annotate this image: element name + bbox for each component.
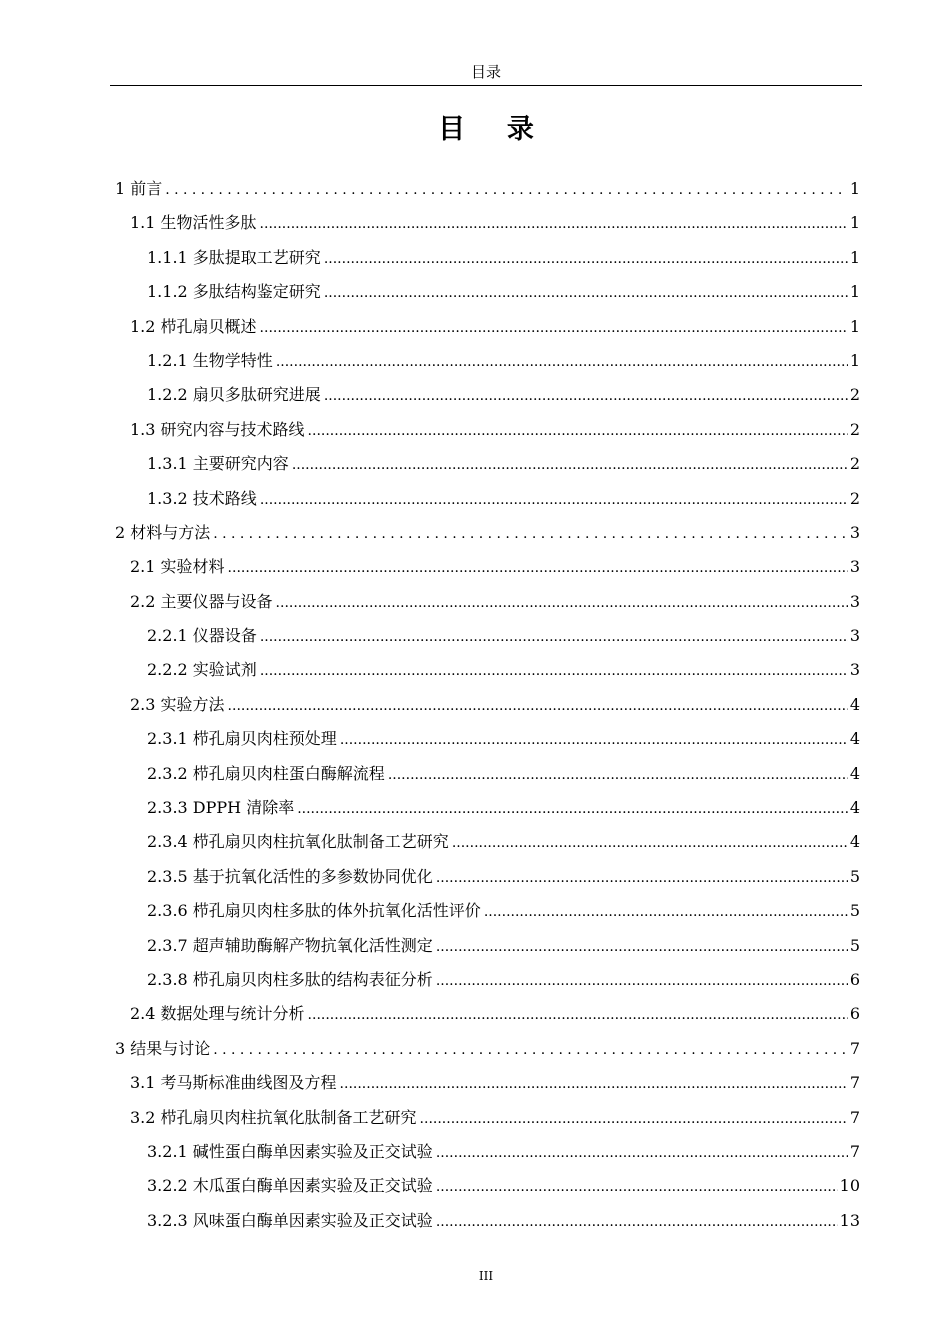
toc-entry[interactable] xyxy=(110,1066,860,1100)
toc-entry-page: 5 xyxy=(849,901,860,921)
toc-entry[interactable] xyxy=(110,447,860,481)
toc-dot-leader xyxy=(165,173,848,207)
toc-dot-leader xyxy=(260,483,848,517)
toc-entry-title: 2.3 实验方法 xyxy=(130,694,225,714)
toc-entry-page: 13 xyxy=(839,1210,860,1230)
toc-entry[interactable] xyxy=(110,206,860,240)
toc-entry-title: 2.3.8 栉孔扇贝肉柱多肽的结构表征分析 xyxy=(147,969,433,989)
toc-dot-leader xyxy=(213,1033,848,1067)
toc-entry-page: 1 xyxy=(849,247,860,267)
toc-entry-page: 1 xyxy=(849,213,860,233)
toc-dot-leader xyxy=(308,414,848,448)
toc-entry[interactable] xyxy=(110,378,860,412)
toc-entry[interactable] xyxy=(110,791,860,825)
toc-entry-page: 2 xyxy=(849,488,860,508)
toc-dot-leader xyxy=(324,242,848,276)
toc-entry[interactable] xyxy=(110,825,860,859)
toc-entry-page: 7 xyxy=(849,1107,860,1127)
toc-entry-title: 3.2.1 碱性蛋白酶单因素实验及正交试验 xyxy=(147,1141,433,1161)
toc-entry-title: 1.1.1 多肽提取工艺研究 xyxy=(147,247,321,267)
toc-dot-leader xyxy=(292,448,848,482)
toc-entry-page: 3 xyxy=(849,660,860,680)
toc-entry[interactable] xyxy=(110,894,860,928)
toc-entry-page: 4 xyxy=(849,798,860,818)
toc-entry-title: 2.4 数据处理与统计分析 xyxy=(130,1004,305,1024)
table-of-contents xyxy=(110,172,860,1238)
toc-entry-page: 3 xyxy=(849,557,860,577)
toc-entry-title: 1.2.2 扇贝多肽研究进展 xyxy=(147,385,321,405)
toc-entry-page: 1 xyxy=(849,282,860,302)
toc-entry-title: 3.1 考马斯标准曲线图及方程 xyxy=(130,1073,337,1093)
toc-entry[interactable] xyxy=(110,241,860,275)
toc-entry-page: 4 xyxy=(849,729,860,749)
toc-dot-leader xyxy=(260,654,848,688)
toc-dot-leader xyxy=(340,723,848,757)
toc-entry-title: 3.2 栉孔扇贝肉柱抗氧化肽制备工艺研究 xyxy=(130,1107,417,1127)
toc-entry-title: 1.3 研究内容与技术路线 xyxy=(130,419,305,439)
toc-entry[interactable] xyxy=(110,344,860,378)
toc-entry-page: 7 xyxy=(849,1073,860,1093)
toc-entry[interactable] xyxy=(110,516,860,550)
toc-entry[interactable] xyxy=(110,929,860,963)
toc-entry-page: 1 xyxy=(849,316,860,336)
toc-entry[interactable] xyxy=(110,619,860,653)
toc-entry[interactable] xyxy=(110,310,860,344)
toc-entry[interactable] xyxy=(110,482,860,516)
toc-entry-title: 2.3.3 DPPH 清除率 xyxy=(147,798,295,818)
toc-entry-page: 10 xyxy=(839,1176,860,1196)
toc-entry-page: 2 xyxy=(849,419,860,439)
toc-entry-title: 2.2.1 仪器设备 xyxy=(147,626,257,646)
toc-entry[interactable] xyxy=(110,585,860,619)
toc-dot-leader xyxy=(484,895,848,929)
toc-dot-leader xyxy=(260,620,848,654)
running-header: 目录 xyxy=(470,63,501,81)
toc-dot-leader xyxy=(213,517,848,551)
toc-entry-title: 2.1 实验材料 xyxy=(130,557,225,577)
toc-dot-leader xyxy=(260,311,848,345)
toc-dot-leader xyxy=(420,1102,848,1136)
toc-entry[interactable] xyxy=(110,963,860,997)
toc-entry-title: 1 前言 xyxy=(115,179,163,198)
toc-entry[interactable] xyxy=(110,757,860,791)
toc-dot-leader xyxy=(324,276,848,310)
toc-entry-title: 1.1 生物活性多肽 xyxy=(130,213,257,233)
toc-entry-page: 4 xyxy=(849,832,860,852)
toc-entry[interactable] xyxy=(110,997,860,1031)
toc-dot-leader xyxy=(388,758,848,792)
toc-dot-leader xyxy=(276,345,848,379)
toc-entry[interactable] xyxy=(110,860,860,894)
toc-entry-title: 3 结果与讨论 xyxy=(115,1038,211,1058)
toc-entry-page: 7 xyxy=(849,1038,860,1058)
toc-entry-page: 2 xyxy=(849,385,860,405)
toc-dot-leader xyxy=(436,1136,848,1170)
toc-entry[interactable] xyxy=(110,1032,860,1066)
toc-entry-page: 3 xyxy=(849,626,860,646)
toc-entry-title: 2 材料与方法 xyxy=(115,522,211,542)
toc-entry-page: 7 xyxy=(849,1141,860,1161)
header-divider xyxy=(110,85,862,86)
toc-entry-title: 1.2 栉孔扇贝概述 xyxy=(130,316,257,336)
toc-entry[interactable] xyxy=(110,688,860,722)
toc-entry[interactable] xyxy=(110,550,860,584)
toc-entry-title: 2.3.2 栉孔扇贝肉柱蛋白酶解流程 xyxy=(147,763,385,783)
toc-entry-title: 2.3.5 基于抗氧化活性的多参数协同优化 xyxy=(147,866,433,886)
toc-entry[interactable] xyxy=(110,1135,860,1169)
toc-entry-title: 3.2.2 木瓜蛋白酶单因素实验及正交试验 xyxy=(147,1176,433,1196)
toc-entry-page: 2 xyxy=(849,454,860,474)
toc-entry-title: 2.2 主要仪器与设备 xyxy=(130,591,273,611)
toc-dot-leader xyxy=(276,586,848,620)
page-title: 目 录 xyxy=(438,114,551,145)
toc-dot-leader xyxy=(308,998,848,1032)
toc-entry-title: 2.3.6 栉孔扇贝肉柱多肽的体外抗氧化活性评价 xyxy=(147,901,481,921)
toc-entry[interactable] xyxy=(110,1204,860,1238)
toc-dot-leader xyxy=(436,930,848,964)
page-number: III xyxy=(478,1269,494,1283)
toc-entry-page: 3 xyxy=(849,591,860,611)
toc-entry-page: 5 xyxy=(849,935,860,955)
toc-dot-leader xyxy=(436,861,848,895)
toc-entry-title: 2.2.2 实验试剂 xyxy=(147,660,257,680)
toc-entry-page: 3 xyxy=(849,522,860,542)
toc-entry-page: 4 xyxy=(849,694,860,714)
toc-entry[interactable] xyxy=(110,275,860,309)
toc-dot-leader xyxy=(260,207,848,241)
toc-entry-page: 6 xyxy=(849,969,860,989)
toc-entry-title: 1.2.1 生物学特性 xyxy=(147,350,273,370)
toc-entry-title: 2.3.7 超声辅助酶解产物抗氧化活性测定 xyxy=(147,935,433,955)
toc-entry[interactable] xyxy=(110,653,860,687)
toc-entry[interactable] xyxy=(110,172,860,206)
toc-dot-leader xyxy=(228,689,848,723)
toc-entry-title: 1.3.1 主要研究内容 xyxy=(147,454,289,474)
toc-entry-title: 3.2.3 风味蛋白酶单因素实验及正交试验 xyxy=(147,1210,433,1230)
toc-entry[interactable] xyxy=(110,413,860,447)
toc-dot-leader xyxy=(436,1170,838,1204)
toc-entry-page: 1 xyxy=(849,350,860,370)
toc-dot-leader xyxy=(436,1205,838,1239)
toc-entry[interactable] xyxy=(110,1101,860,1135)
toc-entry[interactable] xyxy=(110,1169,860,1203)
toc-entry-page: 4 xyxy=(849,763,860,783)
toc-entry[interactable] xyxy=(110,722,860,756)
toc-entry-page: 1 xyxy=(849,179,860,198)
toc-dot-leader xyxy=(228,551,848,585)
toc-entry-page: 5 xyxy=(849,866,860,886)
toc-entry-title: 1.1.2 多肽结构鉴定研究 xyxy=(147,282,321,302)
toc-entry-page: 6 xyxy=(849,1004,860,1024)
toc-dot-leader xyxy=(436,964,848,998)
toc-dot-leader xyxy=(452,826,848,860)
toc-entry-title: 1.3.2 技术路线 xyxy=(147,488,257,508)
toc-entry-title: 2.3.4 栉孔扇贝肉柱抗氧化肽制备工艺研究 xyxy=(147,832,449,852)
toc-dot-leader xyxy=(324,379,848,413)
toc-dot-leader xyxy=(340,1067,848,1101)
toc-entry-title: 2.3.1 栉孔扇贝肉柱预处理 xyxy=(147,729,337,749)
toc-dot-leader xyxy=(297,792,848,826)
